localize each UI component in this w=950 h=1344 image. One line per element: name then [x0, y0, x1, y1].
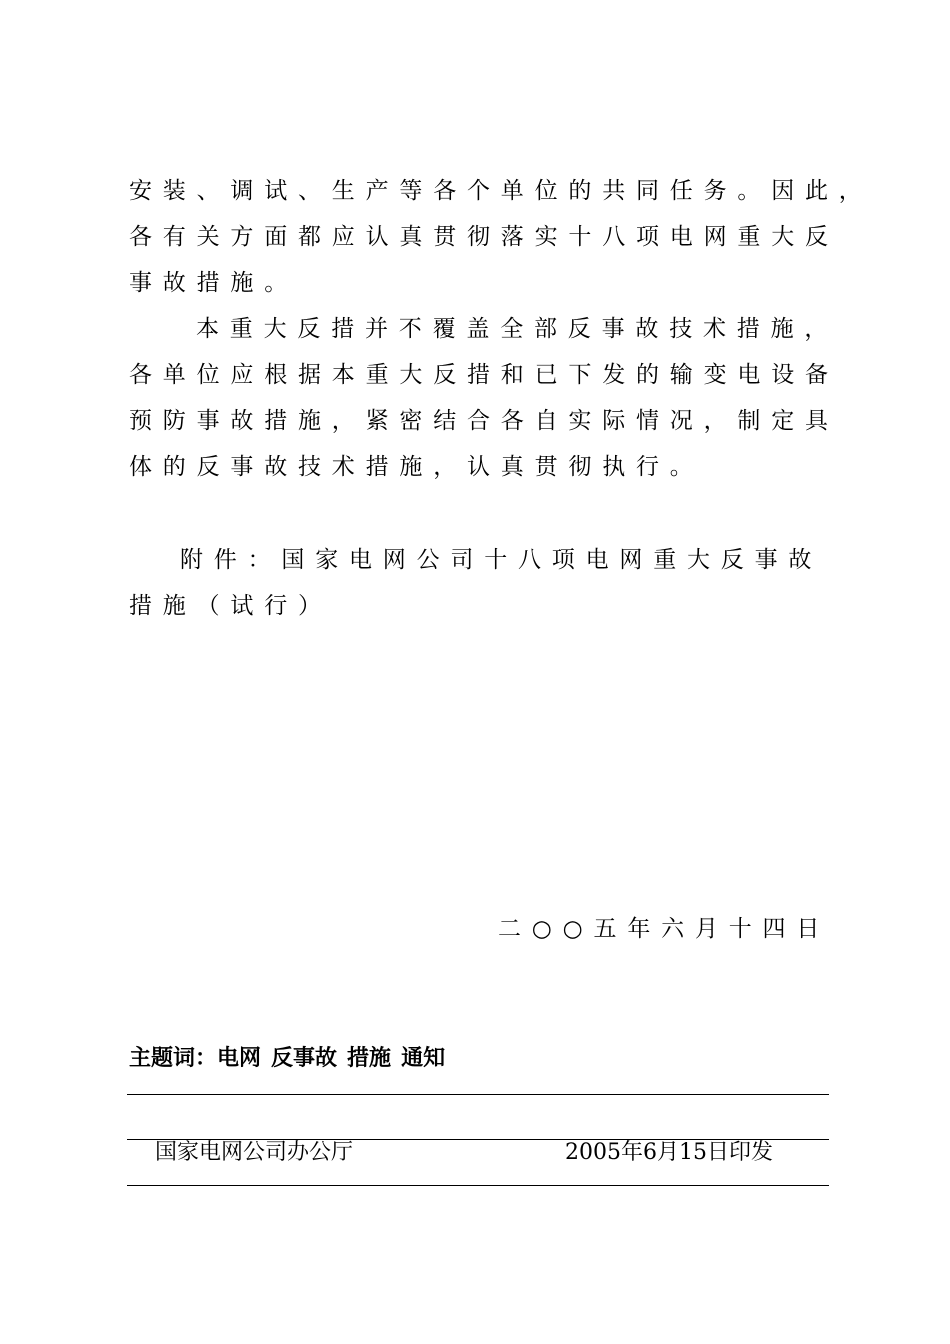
keyword-term: 电网 — [217, 1046, 262, 1071]
footer-rule-top — [127, 1094, 829, 1095]
body-line-5: 各单位应根据本重大反措和已下发的输变电设备 — [129, 362, 839, 388]
keywords — [129, 1048, 455, 1070]
footer-rule-bottom — [127, 1185, 829, 1186]
footer-issue-date: 2005年6月15日印发 — [565, 1140, 773, 1165]
body-line-3: 事故措施。 — [129, 270, 298, 296]
body-line-2: 各有关方面都应认真贯彻落实十八项电网重大反 — [129, 224, 839, 250]
issue-date-chinese: 二○○五年六月十四日 — [498, 916, 831, 942]
body-line-1: 安装、调试、生产等各个单位的共同任务。因此， — [129, 178, 873, 204]
keyword-term: 通知 — [401, 1046, 446, 1071]
body-line-7: 体的反事故技术措施，认真贯彻执行。 — [129, 454, 704, 480]
keyword-term: 反事故 — [271, 1046, 338, 1071]
keyword-term: 措施 — [347, 1046, 392, 1071]
attachment-line-1: 附件：国家电网公司十八项电网重大反事故 — [180, 547, 823, 573]
footer-issuer: 国家电网公司办公厅 — [155, 1140, 354, 1165]
body-line-6: 预防事故措施，紧密结合各自实际情况，制定具 — [129, 408, 839, 434]
attachment-line-2: 措施（试行） — [129, 593, 332, 619]
body-line-4: 本重大反措并不覆盖全部反事故技术措施， — [196, 316, 839, 342]
keywords-label: 主题词： — [129, 1046, 218, 1071]
